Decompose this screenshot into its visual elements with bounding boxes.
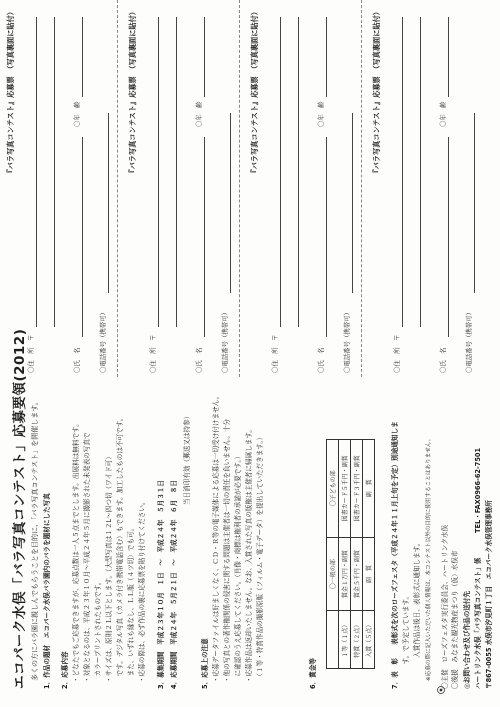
rose-icon: [436, 685, 446, 695]
content-heading: 2．応募内容: [61, 651, 69, 689]
contact-heading: ◎お問い合わせ及び作品の送付先: [463, 590, 471, 689]
award-line: 7．表 彰 表彰式を次のローズフェスタ（平成２４年１１月上旬を予定）別途通知しま: [391, 421, 399, 689]
name-field[interactable]: [82, 137, 83, 337]
award-line: す。で予定しています。: [402, 592, 410, 671]
address-field-line2[interactable]: [298, 17, 299, 327]
phone-label: 〇電話番号（携帯可）: [221, 309, 229, 373]
address-label: 〇住 所 〒: [27, 334, 35, 373]
notes-heading: 5．応募上の注意: [201, 638, 209, 689]
prize-general: 賞金１万円・副賞: [339, 537, 351, 611]
name-field[interactable]: [204, 137, 205, 337]
prize-heading: 6．賞金等: [309, 658, 317, 689]
prize-rank: １等（１点）: [339, 611, 351, 669]
address-field-line2[interactable]: [54, 17, 55, 327]
age-label: 〇年 齢: [439, 101, 447, 127]
age-label: 〇年 齢: [317, 101, 325, 127]
form-title: 『バラ写真コンテスト』応募票 （写真裏面に貼付）: [128, 8, 137, 177]
prize-child: 図書カード３千円・副賞: [351, 440, 363, 538]
age-label: 〇年 齢: [195, 101, 203, 127]
entry-form: [244, 0, 362, 377]
name-field[interactable]: [326, 137, 327, 337]
contact-address: 〒867-0055 水俣市汐見町１丁目 エコパーク水俣管理事務所: [485, 500, 493, 689]
sponsor-line: 〇後援 みなまた観光物産まつり（仮）水俣市: [451, 550, 459, 689]
content-line: ・応募の際は、必ず作品の裏に応募票を貼り付けてください。: [138, 498, 146, 683]
address-field[interactable]: [402, 17, 403, 327]
phone-field[interactable]: [108, 113, 109, 293]
form-title: 『バラ写真コンテスト』応募票 （写真裏面に貼付）: [250, 8, 259, 177]
address-field-line2[interactable]: [420, 17, 421, 327]
entry-form: [0, 0, 118, 377]
age-field[interactable]: [82, 17, 83, 97]
cut-line: [361, 0, 362, 377]
postmark-note: 当日消印有効（郵送又は持参）: [183, 412, 191, 505]
age-field[interactable]: [204, 17, 205, 97]
prize-general: 賞金５千円・副賞: [351, 537, 363, 611]
address-label: 〇住 所 〒: [393, 334, 401, 373]
privacy-note: ※応募の際に記入いただいた個人情報は、本コンテスト以外の目的に使用することはありません。: [426, 435, 432, 681]
notes-line: （１等・特賞作品の撮影原版（フィルム・電子データ）を提出していただきます。）: [256, 433, 264, 683]
prize-table: [326, 439, 375, 669]
prize-child: 図書カード５千円・副賞: [339, 440, 351, 538]
content-line: です。デジタル写真（カメラ付き携帯電話含む）もできます。加工したものは不可です。: [116, 414, 124, 683]
organizer-line: 〇主催 ローズフェスタ実行委員会、ハートリンク水俣: [441, 524, 449, 689]
address-label: 〇住 所 〒: [149, 334, 157, 373]
contact-tel: TEL・FAX0966-62-7501: [474, 447, 482, 533]
age-label: 〇年 齢: [73, 101, 81, 127]
phone-field[interactable]: [352, 113, 353, 293]
phone-label: 〇電話番号（携帯可）: [99, 309, 107, 373]
age-field[interactable]: [326, 17, 327, 97]
notes-line: に確認のうえ応募してください。（肖像・商標は権利者の承諾が必要です。）: [234, 452, 242, 683]
page-title: エコパーク水俣「バラ写真コンテスト」応募要領(2012): [12, 328, 28, 689]
entry-form: [366, 0, 484, 377]
table-row: [363, 440, 375, 669]
address-field[interactable]: [158, 17, 159, 327]
notes-line: ・応募作品は返却いたしません。なお、入賞された写真の版権は主催者に帰属します。: [245, 425, 253, 683]
name-label: 〇氏 名: [317, 347, 325, 373]
cut-line: [239, 0, 240, 377]
prize-table-header: [327, 440, 339, 669]
prize-rank: 入賞（５点）: [363, 611, 375, 669]
entry-form: [122, 0, 240, 377]
name-label: 〇氏 名: [439, 347, 447, 373]
address-field-line2[interactable]: [176, 17, 177, 327]
table-row: [339, 440, 351, 669]
content-line: ・どなたでもご応募できますが、応募点数は一人５点までとします。出展料は無料です。: [72, 420, 80, 683]
age-field[interactable]: [448, 17, 449, 97]
contact-name: ハートリンク水俣「バラ写真コンテスト」係: [474, 557, 482, 689]
application-period: 4．応募期間 平成２４年 ５月２１日 ～ 平成２４年 ６月 ８日: [170, 480, 178, 689]
content-line: ・サイズは、原則２Ｌ以下とします。（大型写真は１２L～四つ切（ワイド可）: [105, 453, 113, 683]
phone-field[interactable]: [474, 113, 475, 293]
prize-header-cell: 〇子どもの部: [327, 440, 339, 538]
prize-rank: 特賞（２点）: [351, 611, 363, 669]
form-title: 『バラ写真コンテスト』応募票 （写真裏面に貼付）: [372, 8, 381, 177]
prize-general: 副 賞: [363, 537, 375, 611]
cut-line: [117, 0, 118, 377]
form-title: 『バラ写真コンテスト』応募票 （写真裏面に貼付）: [6, 8, 15, 177]
content-line: ・対象となるのは、平成２３年１０月～平成２４年５月に撮影された未発表の写真で: [83, 432, 91, 683]
address-field[interactable]: [36, 17, 37, 327]
award-line: 入賞作品は後日、表彰式に通知します。: [413, 539, 421, 671]
address-field[interactable]: [280, 17, 281, 327]
recruit-period: 3．募集期間 平成２３年１０月 １日 ～ 平成２４年 ５月３１日: [157, 480, 165, 689]
name-label: 〇氏 名: [195, 347, 203, 373]
notes-line: ・応募データファイルは好ましくなく、ＣＤ・Ｒ等の電子媒体による応募は一切受け付けません。: [212, 392, 220, 683]
name-label: 〇氏 名: [73, 347, 81, 373]
notes-line: ・他の写真との著作権関係の侵害に関する問題は主催者は一切の責任を負いません。十分: [223, 418, 231, 683]
table-row: [351, 440, 363, 669]
prize-child: 副 賞: [363, 440, 375, 538]
prize-header-cell: 〇一般の部: [327, 537, 339, 611]
content-line: カラープリントされたものです。: [94, 578, 102, 683]
phone-field[interactable]: [230, 113, 231, 293]
theme-line: 1．作品の題材 エコパーク水俣バラ園内のバラを題材にした写真: [43, 493, 51, 689]
content-line: また、いずれも縁なし、ＬＬ版（４ツ切）でも可。: [127, 524, 135, 683]
phone-label: 〇電話番号（携帯可）: [465, 309, 473, 373]
intro-text: 多くの方にバラ園に親しんでもらうことを目的に、「バラ写真コンテスト」を開催します。: [31, 398, 39, 681]
name-field[interactable]: [448, 137, 449, 337]
prize-header-cell: [327, 611, 339, 669]
address-label: 〇住 所 〒: [271, 334, 279, 373]
phone-label: 〇電話番号（携帯可）: [343, 309, 351, 373]
